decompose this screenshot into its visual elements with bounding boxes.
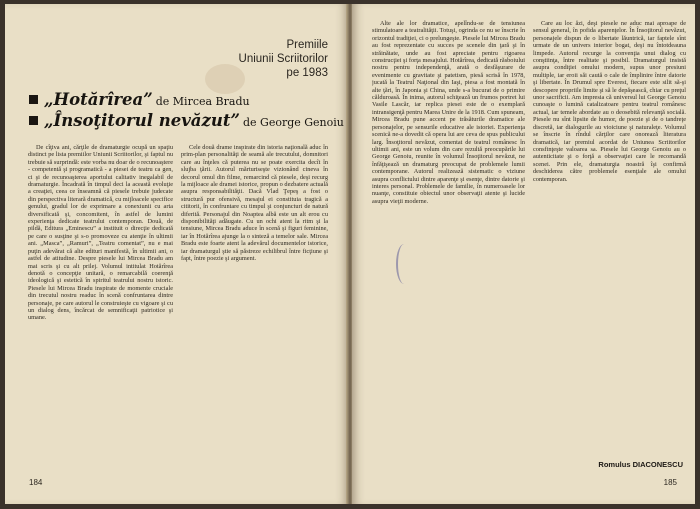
left-column-2 <box>181 144 328 486</box>
award-line-3: pe 1983 <box>286 67 328 79</box>
author-george-genoiu: de George Genoiu <box>242 116 344 129</box>
title-line-2 <box>29 111 344 130</box>
right-column-1-text: Alte ale lor dramatice, apelîndu-se de tensiunea stimulatoare a teatralităţii. Totuşi, ogrinda ce nu se înscrie în orizontul tradiţiei, ci o prelungeşte. Piesele lui Mircea Bradu au fost reprezentate cu succes pe scenele din ţară şi în străinătate, unde au fost apreciate pentru rigoarea construcţiei şi forţa mesajului. Hotărîrea, dedicată răsboiului nostru pentru independenţă, arată o desfăşurare de evenimente cu gravitate şi patetism, piesă scrisă în 1978, jucată la Teatrul Naţional din Iaşi, piesa a fost montată în alte ţări, în Japonia şi China, unde s-a bucurat de o primire călduroasă. În inima, autorul schiţează un frumos portret lui Vasile Lascăr, iar replica piesei este de o exemplară intransigenţă pentru Marea Unire de la 1918. Cum spuneam, Mircea Bradu pune accent pe trăsăturile dramatice ale personajelor, pe sensurile educative ale istoriei. Experienţa scenică ne-a dovedit că opera lui are ceva de spus publicului larg. Însoţitorul nevăzut, comentat de teatrul românesc în ultimii ani, este un volum din care rezultă preocupările lui George Genoiu, reunite în volumul Însoţitorul nevăzut, ne înfăţişează un dramaturg preocupat de problemele lumii contemporane. Autorul realizează sistematic o viziune asupra conflictului dintre aparenţe şi esenţe, dintre datorie şi interes personal. Problemele de familie, în numeroasele lor nuanţe, constituie obiectul unor observaţii atente şi lucide asupra vieţii moderne. <box>372 20 525 205</box>
pen-mark <box>396 244 412 284</box>
title-insotitorul-nevazut: „Însoţitorul nevăzut” <box>44 111 240 130</box>
right-page <box>352 4 695 504</box>
page-number-left: 184 <box>29 478 43 487</box>
left-column-1 <box>28 144 173 486</box>
title-line-1 <box>29 90 329 109</box>
title-hotarirea: „Hotărîrea” <box>44 90 153 109</box>
author-mircea-bradu: de Mircea Bradu <box>155 95 250 108</box>
award-line-2: Uniunii Scriitorilor <box>238 53 328 65</box>
square-bullet-icon <box>29 95 38 104</box>
left-page <box>5 4 348 504</box>
paper-stain <box>205 64 245 94</box>
left-column-1-text: De cîţiva ani, cărţile de dramaturgie ocupă un spaţiu distinct pe lista premiilor Uniunii Scriitorilor, şi faptul nu trebuie să surprindă: este vorba nu doar de o recunoaştere - competentă şi programatică - a piesei de teatru ca gen, ci şi de recunoaşterea aportului calitativ inegalabil de dramaturgie. Încadrată în timpul deci la această evoluţie a creaţiei, ceea ce înseamnă că piesele trebuie judecate din perspectiva literară dramatică, cu mijloacele specifice genului, gradul lor de exprimare a conexiunii cu arta diversificată şi, concomitent, în astfel de lumini experienţa dedicate teatrului contemporan. Două, de pildă, Editura „Eminescu” a instituit o direcţie dedicată pe care o susţine şi s-o promoveze cu atenţie în ultimii ani. „Masca”, „Ramuri”, „Teatru comentat”, nu e mai puţin adevărat că alte edituri manifestă, în ultimii ani, o astfel de atitudine. Despre piesele lui Mircea Bradu am mai scris şi cu alt prilej. Volumul intitulat Hotărîrea denotă o concepţie unitară, o remarcabilă coerenţă ideologică şi estetică în spiritul teatrului nostru istoric. Piesele lui Mircea Bradu inspirate de momente cruciale din trecutul nostru readuc în scenă confruntarea dintre personaje, pe care autorul le construieşte cu vigoare şi cu un dialog dens, încărcat de semnificaţii patriotice şi umane. <box>28 144 173 322</box>
right-column-1 <box>372 20 525 490</box>
author-signature: Romulus DIACONESCU <box>598 460 683 469</box>
right-column-2 <box>533 20 686 458</box>
square-bullet-icon <box>29 116 38 125</box>
award-line-1: Premiile <box>286 39 328 51</box>
article-titles <box>29 90 344 132</box>
page-number-right: 185 <box>663 478 677 487</box>
left-column-2-text: Cele două drame inspirate din istoria naţională aduc în prim-plan personalităţi de seamă ale trecutului, domnitori care au înţeles că puterea nu se poate exercita decît în slujba ţării. Autorul mărturiseşte vizionând cineva în decorul omul din filme, remarcind că piesele, deşi recurg la mijloace ale dramei istorice, propun o dezbatere actuală asupra responsabilităţii. Dacă Vlad Ţepeş a fost o structură pur ofensivă, mesajul ei constituia tragică a cititorii, în confruntare cu timpul şi conjuncturi de natură diferită. Personajul din Noaptea albă este un alt erou cu disponibilităţi adăugate. Cu un ochi atent la ritm şi la tensiune, Mircea Bradu aduce în scenă şi figuri feminine, iar în Hotărîrea ajunge la o sinteză a temelor sale. Mircea Bradu este foarte atent la adevărul documentelor istorice, iar dramaturgul ştie să păstreze echilibrul între ficţiune şi fapt, între poezie şi argument. <box>181 144 328 263</box>
right-column-2-text: Care au loc ăzi, deşi piesele ne aduc mai aproape de sensul general, în pofida aparenţelor. În Însoţitorul nevăzut, personajele dispun de o libertate lăuntrică, iar faptele sînt urmate de un univers interior bogat, deşi nu întotdeauna limpede. Autorul recurge la convenţia unui dialog cu conştiinţa, între realitate şi posibil. Dramaturgul insistă asupra condiţiei omului modern, supus unor presiuni multiple, iar eroii săi caută o cale de împlinire între datorie şi libertate. În Drumul spre Everest, fiecare este silit să-şi descopere propriile limite şi să le depăşească, chiar cu preţul unor sacrificii. Am impresia că universul lui George Genoiu cunoaşte o lumină catalizatoare pentru teatrul românesc actual, iar temele abordate au o deosebită relevanţă socială. Piesele nu sînt lipsite de humor, de poezie şi de o tandreţe discretă, iar dialogurile au vioiciune şi naturaleţe. Volumul se înscrie în rîndul cărţilor care onorează literatura dramatică, iar premiul acordat de Uniunea Scriitorilor consfinţeşte valoarea sa. Piesele lui George Genoiu au o autenticitate şi o forţă a observaţiei care le recomandă scenei. Prin ele, dramaturgia noastră îşi confirmă deschiderea către problemele esenţiale ale omului contemporan. <box>533 20 686 183</box>
